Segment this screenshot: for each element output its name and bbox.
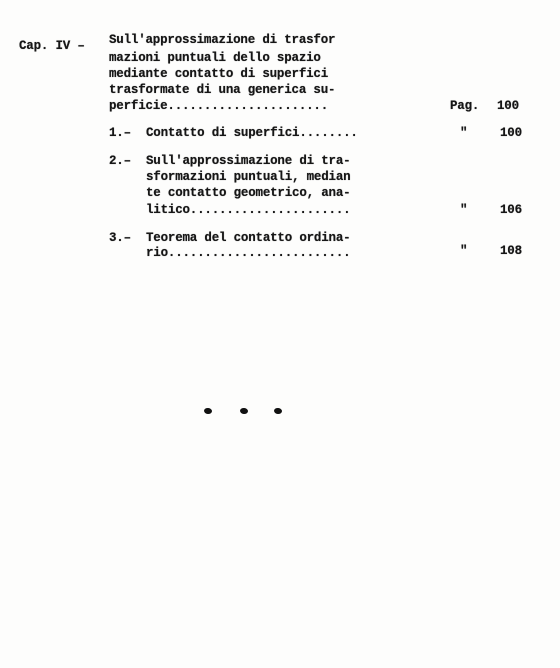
section-1-line-1: Contatto di superfici........ bbox=[146, 126, 358, 140]
section-2-ditto-mark: " bbox=[460, 203, 468, 217]
section-2-line-1: Sull'approssimazione di tra- bbox=[146, 154, 351, 168]
ornament-dot-2-icon bbox=[240, 407, 249, 414]
section-1-ditto-mark: " bbox=[460, 126, 468, 140]
section-3-ditto-mark: " bbox=[460, 244, 468, 258]
ornament-dot-1-icon bbox=[204, 407, 213, 414]
section-2-page-number: 106 bbox=[500, 203, 522, 217]
chapter-page-number: 100 bbox=[497, 99, 519, 113]
section-2-line-3: te contatto geometrico, ana- bbox=[146, 186, 351, 200]
section-1-number: 1.– bbox=[109, 126, 131, 140]
section-3-page-number: 108 bbox=[500, 244, 522, 258]
chapter-page-label: Pag. bbox=[450, 99, 480, 113]
chapter-title-line-1: Sull'approssimazione di trasfor bbox=[109, 33, 336, 47]
chapter-title-line-4: trasformate di una generica su- bbox=[109, 83, 336, 97]
section-2-line-4: litico...................... bbox=[146, 203, 351, 217]
chapter-label: Cap. IV – bbox=[19, 39, 85, 53]
section-3-number: 3.– bbox=[109, 231, 131, 245]
section-3-line-1: Teorema del contatto ordina- bbox=[146, 231, 351, 245]
section-2-line-2: sformazioni puntuali, median bbox=[146, 170, 351, 184]
ornament-dots bbox=[200, 404, 290, 420]
chapter-title-line-2: mazioni puntuali dello spazio bbox=[109, 51, 321, 65]
section-1-page-number: 100 bbox=[500, 126, 522, 140]
ornament-dot-3-icon bbox=[274, 407, 283, 414]
chapter-title-line-5: perficie...................... bbox=[109, 99, 329, 113]
section-3-line-2: rio......................... bbox=[146, 246, 351, 260]
chapter-title-line-3: mediante contatto di superfici bbox=[109, 67, 329, 81]
section-2-number: 2.– bbox=[109, 154, 131, 168]
